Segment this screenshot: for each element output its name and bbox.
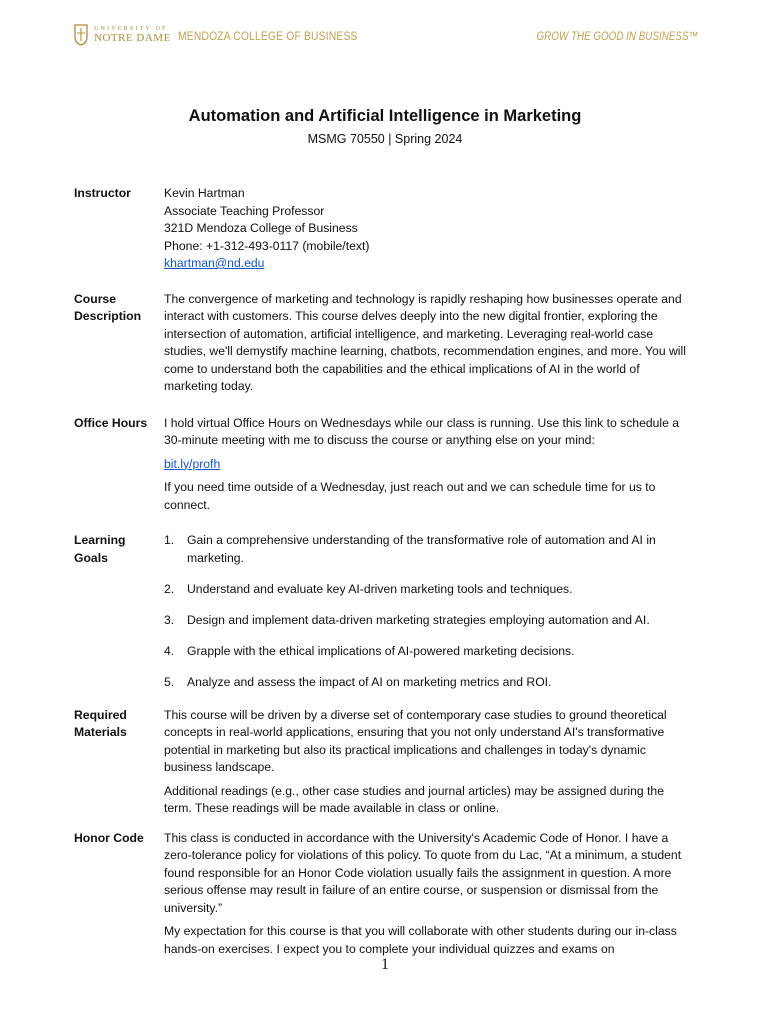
goals-label-1: Learning	[74, 533, 126, 547]
college-name: MENDOZA COLLEGE OF BUSINESS	[178, 29, 358, 43]
materials-section	[74, 707, 686, 824]
instructor-phone: Phone: +1-312-493-0117 (mobile/text)	[164, 238, 370, 253]
office-hours-text: I hold virtual Office Hours on Wednesdays while our class is running. Use this link to schedule a 30-minute meeting with me to discuss the course or anything else on your mind:	[164, 415, 680, 447]
goals-section	[74, 532, 686, 705]
materials-text-2: Additional readings (e.g., other case studies and journal articles) may be assigned during the term. These readings will be made available in class or online.	[164, 783, 664, 815]
list-item: 4. Grapple with the ethical implications of AI-powered marketing decisions.	[164, 643, 575, 658]
description-label-1: Course	[74, 291, 116, 306]
office-hours-link[interactable]: bit.ly/profh	[164, 456, 221, 471]
list-item: 1. Gain a comprehensive understanding of the transformative role of automation and AI in marketing.	[164, 533, 656, 565]
description-text: The convergence of marketing and technology is rapidly reshaping how businesses operate and interact with customers. This course delves deeply into the new digital frontier, exploring the intersection of automation, artificial intelligence, and marketing. Leveraging real-world case studies, we'll demystify machine learning, chatbots, recommendation engines, and more. You will come to understand both the capabilities and the ethical implications of AI in the world of marketing today.	[164, 291, 686, 393]
instructor-section	[74, 185, 686, 273]
office-hours-text-2: If you need time outside of a Wednesday, just reach out and we can schedule time for us to connect.	[164, 480, 656, 512]
instructor-name: Kevin Hartman	[164, 186, 245, 200]
description-label-2: Description	[74, 309, 142, 323]
honor-code-text-2: My expectation for this course is that you will collaborate with other students during our in-class hands-on exercises. I expect you to complete your individual quizzes and exams on	[164, 924, 677, 956]
shield-icon	[74, 24, 88, 46]
instructor-role: Associate Teaching Professor	[164, 203, 325, 218]
honor-code-text-1: This class is conducted in accordance with the University's Academic Code of Honor. I have a zero-tolerance policy for violations of this policy. To quote from du Lac, “At a minimum, a student found responsible for an Honor Code violation usually fails the assignment in question. A more serious offense may result in failure of an entire course, or suspension or dismissal from the university.”	[164, 830, 682, 915]
list-item: 3. Design and implement data-driven marketing strategies employing automation and AI.	[164, 612, 650, 627]
syllabus-content	[74, 185, 686, 964]
instructor-email-link[interactable]: khartman@nd.edu	[164, 256, 265, 270]
page-header	[74, 24, 698, 50]
office-hours-label: Office Hours	[74, 415, 148, 430]
page-title: Automation and Artificial Intelligence in Marketing	[188, 107, 582, 125]
page-number: 1	[381, 956, 389, 973]
honor-code-label: Honor Code	[74, 830, 144, 845]
goals-list	[164, 532, 686, 691]
description-section	[74, 291, 686, 402]
list-item: 2. Understand and evaluate key AI-driven marketing tools and techniques.	[164, 581, 573, 596]
university-small-text: UNIVERSITY OF	[94, 26, 168, 32]
university-name: NOTRE DAME	[94, 32, 171, 44]
instructor-office: 321D Mendoza College of Business	[164, 221, 358, 235]
goals-label-2: Goals	[74, 550, 108, 565]
notre-dame-logo	[74, 24, 171, 46]
materials-label-2: Materials	[74, 725, 127, 739]
honor-code-section	[74, 830, 686, 965]
materials-text-1: This course will be driven by a diverse set of contemporary case studies to ground theoretical concepts in real-world applications, ensuring that you not only understand AI's transformative potential in marketing but also its practical implications and challenges in today's dynamic business landscape.	[164, 707, 667, 774]
office-hours-section	[74, 415, 686, 521]
instructor-label: Instructor	[74, 186, 131, 200]
tagline: GROW THE GOOD IN BUSINESS™	[536, 29, 698, 43]
list-item: 5. Analyze and assess the impact of AI on marketing metrics and ROI.	[164, 674, 552, 689]
course-code: MSMG 70550 | Spring 2024	[307, 132, 463, 146]
materials-label-1: Required	[74, 707, 127, 722]
